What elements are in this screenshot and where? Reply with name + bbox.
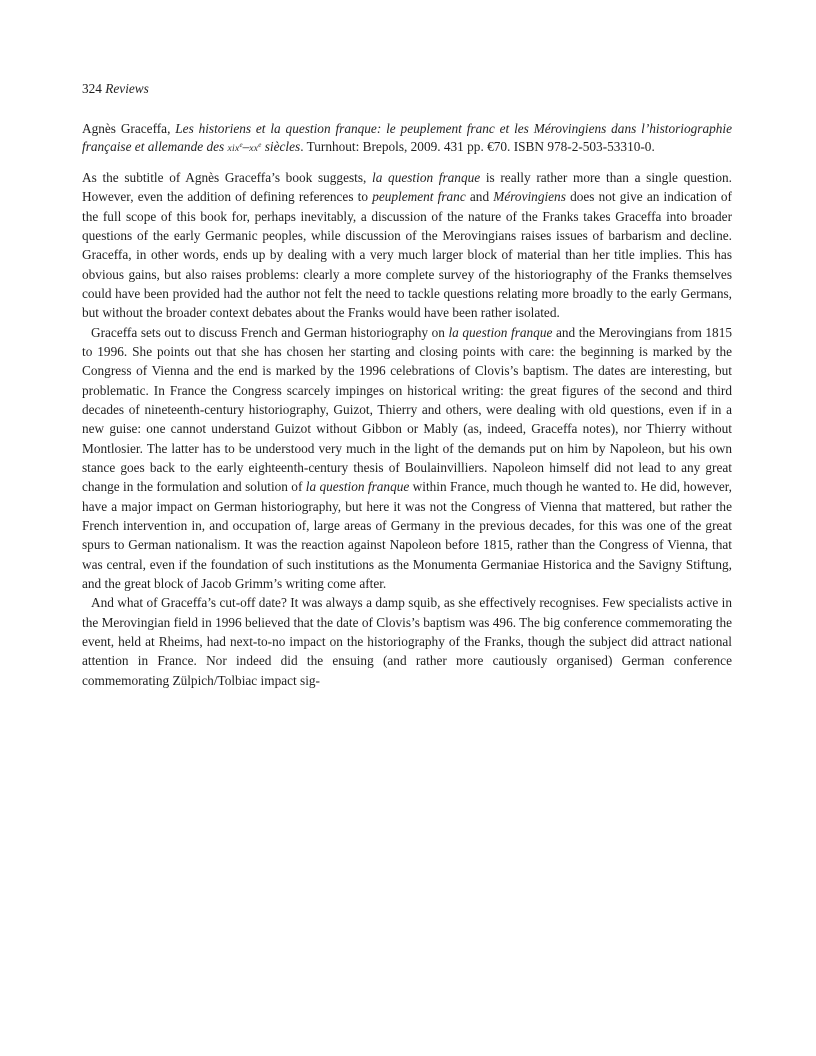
book-publication: . Turnhout: Brepols, 2009. 431 pp. €70. ISBN 978-2-503-53310-0. <box>300 139 655 155</box>
book-citation <box>82 120 732 159</box>
review-paragraph-3: And what of Graceffa’s cut-off date? It was always a damp squib, as she effectively recognises. Few specialists active in the Merovingian field in 1996 believed that the date of Clovis’s baptism was 496. The big conference commemorating the event, held at Rheims, had next-to-no impact on the historiography of the Franks, though the subject did attract national attention in France. Nor indeed did the ensuing (and rather more cautiously organised) German conference commemorating Zülpich/Tolbiac impact sig- <box>82 595 732 688</box>
book-title-centuries: $xix^e-xx^e$ siècles <box>227 139 301 155</box>
page <box>82 80 732 690</box>
page-number: 324 <box>82 81 102 96</box>
review-paragraph-1: As the subtitle of Agnès Graceffa’s book suggests, la question franque is really rather more than a single question. However, even the addition of defining references to peuplement franc and Mérovingiens does not give an indication of the full scope of this book for, perhaps inevitably, a discussion of the nature of the Franks takes Graceffa into broader questions of the early Germanic peoples, while discussion of the Merovingians raises issues of barbarism and decline. Graceffa, in other words, ends up by dealing with a very much larger block of material than her title implies. This has obvious gains, but also raises problems: clearly a more complete survey of the historiography of the Franks themselves could have been provided had the author not felt the need to tackle questions relating more broadly to the early Germans, but without the broader context debates about the Franks would have been rather isolated. <box>82 169 732 321</box>
running-head <box>82 80 732 98</box>
book-author: Agnès Graceffa, <box>82 121 176 136</box>
section-title: Reviews <box>105 81 149 96</box>
book-title: Les historiens et la question franque: le peuplement franc et les Mérovingiens dans l’historiographie française et allemande des <box>82 121 732 155</box>
review-paragraph-2: Graceffa sets out to discuss French and German historiography on la question franque and the Merovingians from 1815 to 1996. She points out that she has chosen her starting and closing points with care: the beginning is marked by the Congress of Vienna and the end is marked by the 1996 celebrations of Clovis’s baptism. The dates are interesting, but problematic. In France the Congress scarcely impinges on historical writing: the great figures of the second and third decades of nineteenth-century historiography, Guizot, Thierry and others, were dealing with old questions, even if in a new guise: one cannot understand Guizot without Gibbon or Mably (as, indeed, Graceffa notes), nor Thierry without Montlosier. The latter has to be understood very much in the light of the demands put on him by Napoleon, but his own stance goes back to the early eighteenth-century thesis of Boulainvilliers. Napoleon himself did not lead to any great change in the formulation and solution of la question franque within France, much though he wanted to. He did, however, have a major impact on German historiography, but here it was not the Congress of Vienna that mattered, but rather the French intervention in, and occupation of, large areas of Germany in the previous decades, for this was one of the great spurs to German nationalism. It was the reaction against Napoleon before 1815, rather than the Congress of Vienna, that was central, even if the foundation of such institutions as the Monumenta Germaniae Historica and the Savigny Stiftung, and the great block of Jacob Grimm’s writing come after. <box>82 324 732 592</box>
